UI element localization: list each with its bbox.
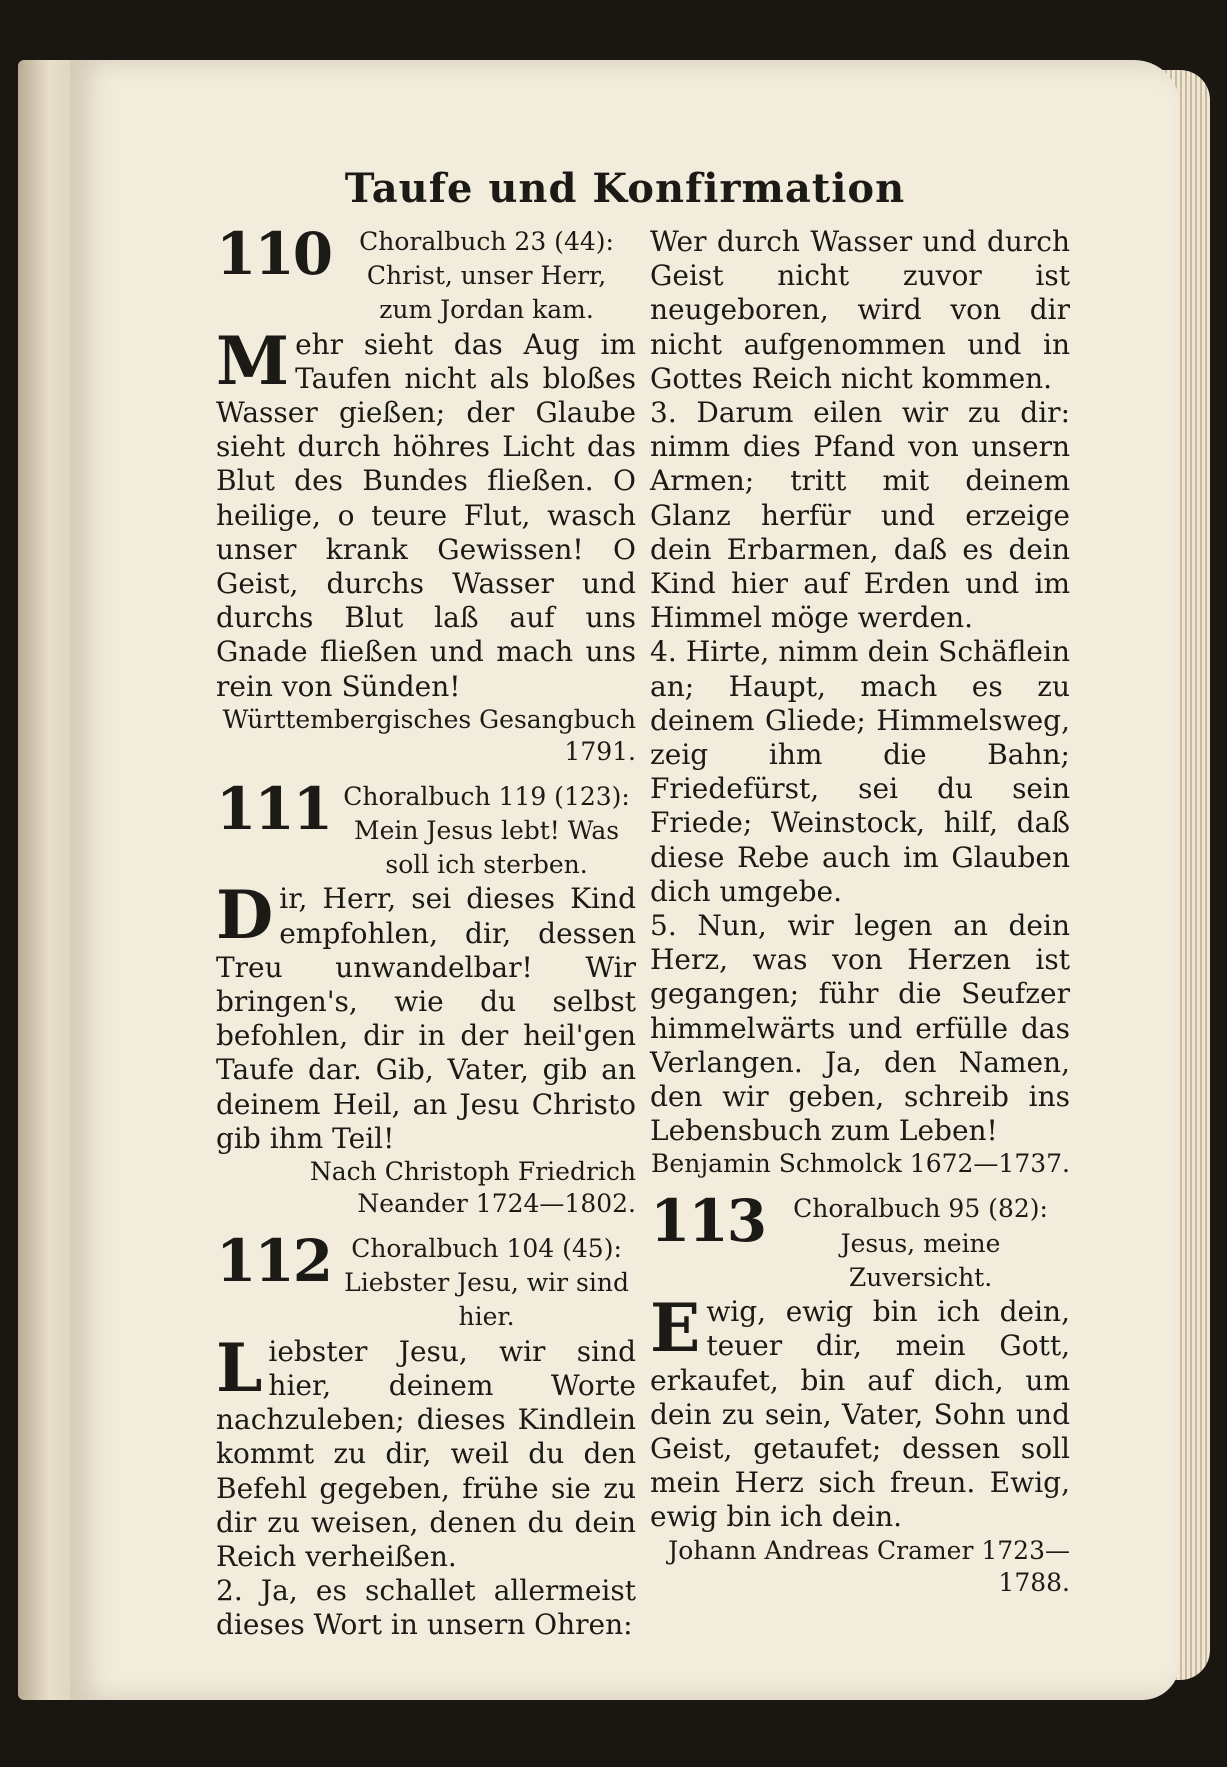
hymnal-page: [70, 60, 1180, 1700]
hymn-112: [216, 1227, 636, 1642]
hymn-author: Nach Christoph Friedrich Neander 1724—1802.: [309, 1157, 636, 1219]
hymn-header: [216, 774, 636, 883]
hymn-header: [216, 1227, 636, 1335]
hymn-verse-5: 5. Nun, wir legen an dein Herz, was von Herzen ist gegangen; führ die Seufzer himmelwärts und erfülle das Verlangen. Ja, den Namen, den wir geben, schreib ins Lebensbuch zum Leben!: [650, 909, 1070, 1148]
hymn-verse-2: 2. Ja, es schallet allermeist dieses Wort in unsern Ohren:: [216, 1574, 636, 1642]
verse-text: ir, Herr, sei dieses Kind empfohlen, dir, dessen Treu unwandelbar! Wir bringen's, wie du selbst befohlen, dir in der heil'gen Taufe dar. Gib, Vater, gib an deinem Heil, an Jesu Christo gib ihm Teil!: [216, 882, 636, 1155]
choral-reference: Choralbuch 119 (123):: [343, 781, 630, 811]
hymn-header: [216, 220, 636, 328]
choral-reference: Choralbuch 23 (44):: [359, 227, 614, 256]
hymn-verse-3: 3. Darum eilen wir zu dir: nimm dies Pfand von unsern Armen; tritt mit deinem Glanz herfür und erzeige dein Erbarmen, daß es dein Kind hier auf Erden und im Himmel möge werden.: [650, 396, 1070, 635]
hymn-verse: [216, 876, 636, 1156]
drop-cap: D: [216, 876, 274, 955]
hymn-verse-4: 4. Hirte, nimm dein Schäflein an; Haupt, mach es zu deinem Gliede; Himmelsweg, zeig ihm die Bahn; Friedefürst, sei du sein Friede; Weinstock, hilf, daß diese Rebe auch im Glauben dich umgebe.: [650, 635, 1070, 908]
hymn-113: [650, 1187, 1070, 1598]
verse-text: wig, ewig bin ich dein, teuer dir, mein Gott, erkaufet, bin auf dich, um dein zu sein, Vater, Sohn und Geist, getaufet; dessen soll mein Herz sich freun. Ewig, ewig bin ich dein.: [650, 1295, 1070, 1534]
melody-title: Christ, unser Herr, zum Jordan kam.: [366, 261, 607, 325]
hymn-number: 111: [216, 774, 332, 843]
hymn-author: Württembergisches Gesangbuch 1791.: [222, 704, 636, 766]
melody-title: Liebster Jesu, wir sind hier.: [344, 1268, 629, 1332]
hymn-number: 110: [216, 220, 332, 288]
hymn-header-lines: [337, 1232, 636, 1335]
left-column: [216, 220, 636, 1643]
drop-cap: M: [216, 321, 290, 400]
hymn-header-lines: [337, 780, 636, 883]
choral-reference: Choralbuch 104 (45):: [351, 1234, 622, 1264]
right-column: [650, 225, 1070, 1599]
verse-text: iebster Jesu, wir sind hier, deinem Worte nachzuleben; dieses Kindlein kommt zu dir, weil du den Befehl gegeben, frühe sie zu dir zu weisen, denen du dein Reich verheißen.: [216, 1334, 636, 1573]
drop-cap: L: [216, 1328, 263, 1407]
hymn-111: [216, 774, 636, 1220]
melody-title: Mein Jesus lebt! Was soll ich sterben.: [354, 816, 620, 880]
hymn-number: 112: [216, 1227, 332, 1296]
hymn-verse: [650, 1289, 1070, 1534]
hymn-author: Benjamin Schmolck 1672—1737.: [651, 1149, 1070, 1179]
verse-text: ehr sieht das Aug im Taufen nicht als bloßes Wasser gießen; der Glaube sieht durch höhres Licht das Blut des Bundes fließen. O heilige, o teure Flut, wasch unser krank Gewissen! O Geist, durchs Wasser und durchs Blut laß auf uns Gnade fließen und mach uns rein von Sünden!: [216, 327, 636, 703]
page-title: Taufe und Konfirmation: [344, 165, 906, 212]
hymn-number: 113: [650, 1187, 766, 1256]
hymn-110: [216, 220, 636, 768]
hymn-verse: [216, 1328, 636, 1574]
hymn-112-continued: [650, 225, 1070, 1180]
hymn-verse: [216, 321, 636, 704]
melody-title: Jesus, meine Zuversicht.: [840, 1228, 1001, 1292]
hymn-header-lines: [337, 225, 636, 328]
hymn-header: [650, 1187, 1070, 1295]
drop-cap: E: [650, 1289, 701, 1368]
choral-reference: Choralbuch 95 (82):: [793, 1194, 1048, 1224]
hymn-verse-2-continued: Wer durch Wasser und durch Geist nicht zuvor ist neugeboren, wird von dir nicht aufgenommen und in Gottes Reich nicht kommen.: [650, 225, 1070, 395]
hymn-author: Johann Andreas Cramer 1723—1788.: [668, 1535, 1070, 1597]
hymn-header-lines: [771, 1192, 1070, 1295]
